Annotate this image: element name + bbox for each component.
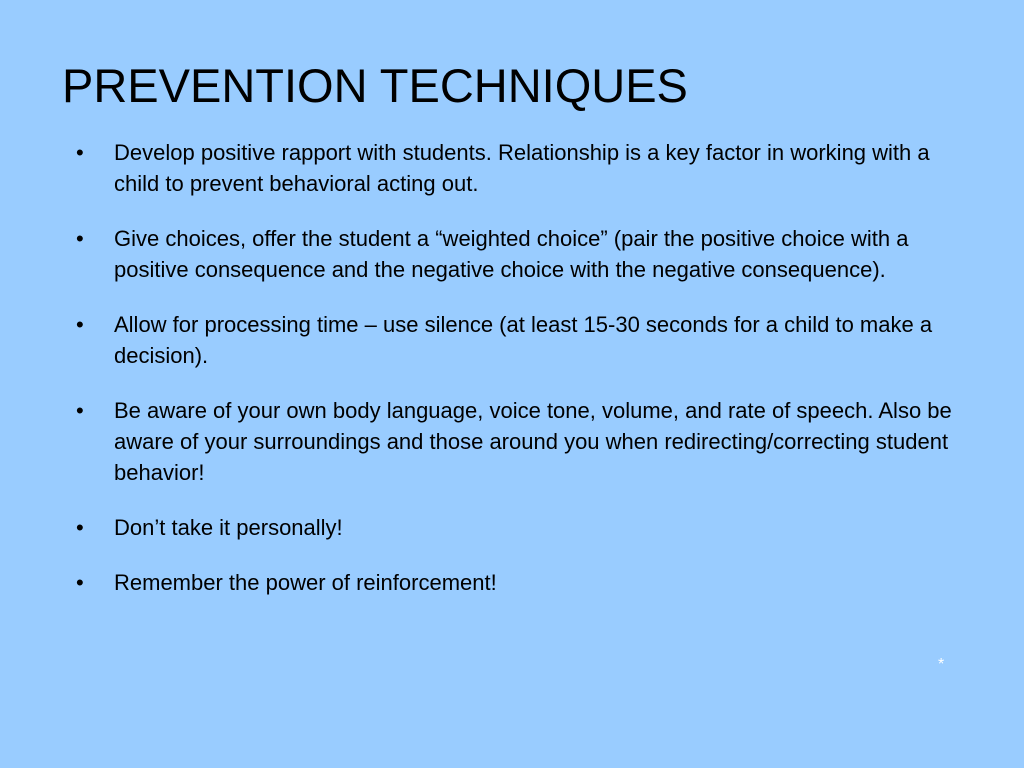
bullet-icon: • (76, 226, 84, 251)
bullet-item (76, 567, 956, 598)
bullet-item (76, 395, 956, 488)
bullet-item (76, 512, 956, 543)
bullet-text: Don’t take it personally! (114, 515, 343, 540)
bullet-text: Give choices, offer the student a “weighted choice” (pair the positive choice with a positive consequence and the negative choice with the negative consequence). (114, 226, 909, 282)
bullet-item (76, 223, 956, 285)
bullet-icon: • (76, 570, 84, 595)
bullet-icon: • (76, 312, 84, 337)
bullet-item (76, 137, 956, 199)
bullet-icon: • (76, 398, 84, 423)
bullet-text: Be aware of your own body language, voice tone, volume, and rate of speech. Also be aware of your surroundings and those around you when redirecting/correcting student behavior! (114, 398, 952, 485)
bullet-icon: • (76, 515, 84, 540)
footer-asterisk: * (938, 656, 945, 673)
slide-title: PREVENTION TECHNIQUES (62, 59, 688, 112)
bullet-text: Remember the power of reinforcement! (114, 570, 497, 595)
bullet-list (76, 137, 956, 622)
bullet-item (76, 309, 956, 371)
bullet-icon: • (76, 140, 84, 165)
bullet-text: Allow for processing time – use silence (at least 15-30 seconds for a child to make a decision). (114, 312, 933, 368)
bullet-text: Develop positive rapport with students. Relationship is a key factor in working with a child to prevent behavioral acting out. (114, 140, 930, 196)
